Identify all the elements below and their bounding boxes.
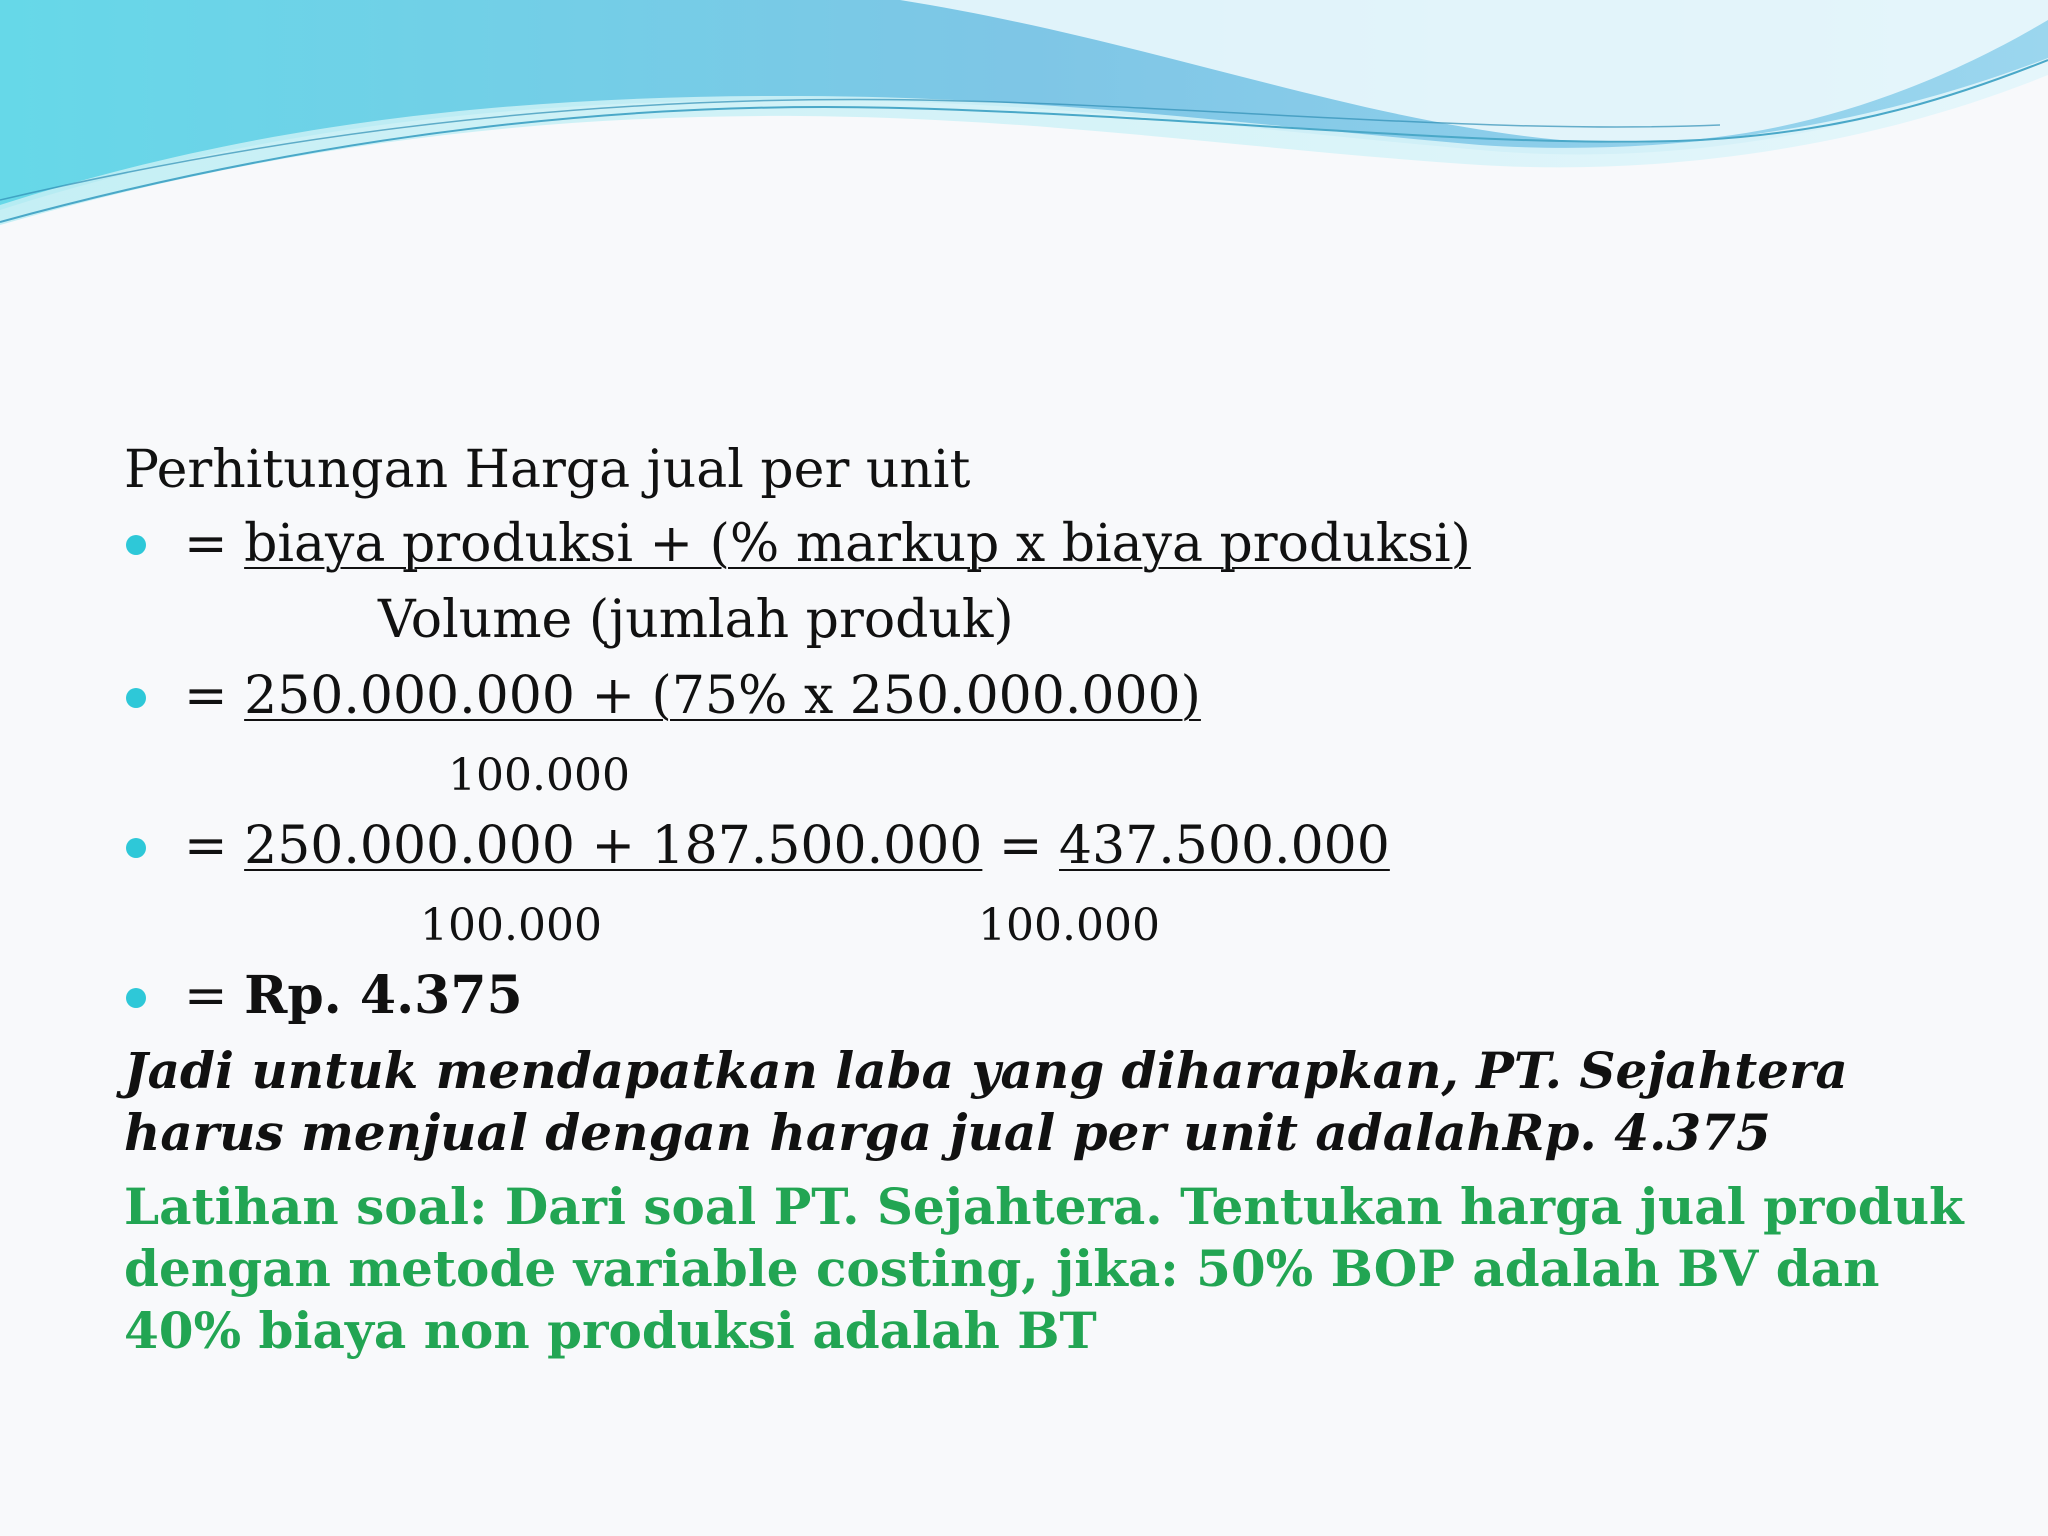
equals-prefix: = [184, 514, 245, 574]
exercise-text: Latihan soal: Dari soal PT. Sejahtera. Tentukan harga jual produk dengan metode variable costing, jika: 50% BOP adalah BV dan 40% biaya non produksi adalah BT [124, 1177, 1964, 1360]
formula-numerator-right: 437.500.000 [1059, 816, 1390, 876]
bullet-dot [126, 535, 146, 555]
header-wave-decoration [0, 0, 2048, 260]
formula-numerator-left: 250.000.000 + 187.500.000 [244, 816, 983, 876]
formula-denominator-right: 100.000 [978, 900, 1160, 951]
formula-numerator: biaya produksi + (% markup x biaya produksi) [244, 514, 1471, 574]
equals-sign: = [982, 816, 1060, 876]
equals-prefix: = [184, 666, 245, 726]
formula-result: Rp. 4.375 [244, 965, 523, 1026]
formula-denominator-left: 100.000 [420, 900, 602, 951]
formula-denominator: 100.000 [448, 750, 630, 801]
bullet-dot [126, 838, 146, 858]
bullet-dot [126, 988, 146, 1008]
conclusion-text: Jadi untuk mendapatkan laba yang diharapkan, PT. Sejahtera harus menjual dengan harga jual per unit adalahRp. 4.375 [124, 1041, 1848, 1162]
slide-heading: Perhitungan Harga jual per unit [124, 440, 971, 500]
formula-numerator: 250.000.000 + (75% x 250.000.000) [244, 666, 1201, 726]
formula-line-3 [184, 816, 1390, 876]
formula-line-2 [184, 666, 1201, 726]
bullet-dot [126, 688, 146, 708]
equals-prefix: = [184, 966, 245, 1026]
formula-result-line [184, 966, 523, 1026]
equals-prefix: = [184, 816, 245, 876]
formula-line-1 [184, 514, 1471, 574]
formula-denominator: Volume (jumlah produk) [378, 590, 1014, 650]
